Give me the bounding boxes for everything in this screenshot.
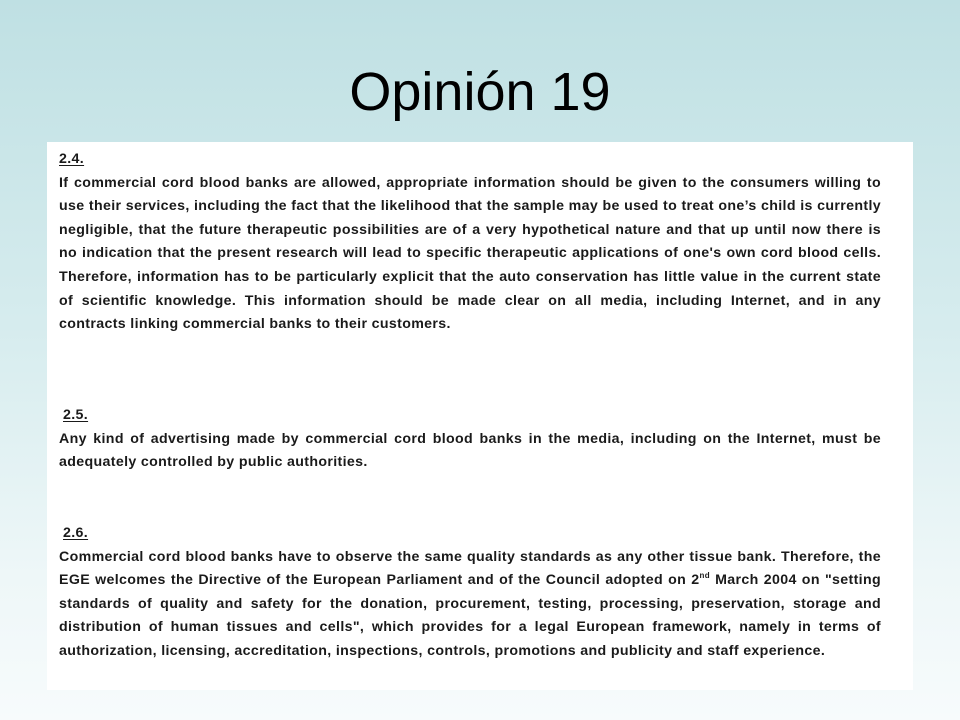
section-body-text: March 2004 on "setting standards of quality and safety for the donation, procurement, testing, processing, preservation, storage and distribution of human tissues and cells", which provides for a legal European framework, namely in terms of authorization, licensing, accreditation, inspections, controls, promotions and publicity and staff experience. [59,572,881,659]
section-body-text: Commercial cord blood banks have to observe the same quality standards as any other tissue bank. Therefore, the EGE welcomes the Directive of the European Parliament and of the Council adopted on 2 [59,548,881,589]
section-heading: 2.5. [63,407,89,423]
section-2-6 [59,522,881,664]
document-excerpt [47,142,913,690]
section-body: If commercial cord blood banks are allowed, appropriate information should be given to the consumers willing to use their services, including the fact that the likelihood that the sample may be used to treat one’s child is currently negligible, that the future therapeutic possibilities are of a very hypothetical nature and that up until now there is no indication that the present research will lead to specific therapeutic applications of one's own cord blood cells. Therefore, information has to be particularly explicit that the auto conservation has little value in the current state of scientific knowledge. This information should be made clear on all media, including Internet, and in any contracts linking commercial banks to their customers. [59,174,881,333]
section-body: Any kind of advertising made by commercial cord blood banks in the media, including on the Internet, must be adequately controlled by public authorities. [59,430,881,471]
section-heading: 2.4. [59,151,85,167]
section-2-5 [59,404,881,475]
slide-title: Opinión 19 [349,62,611,122]
section-heading: 2.6. [63,525,89,541]
ordinal-suffix: nd [699,571,710,581]
section-body [59,546,881,664]
section-2-4 [59,148,881,337]
